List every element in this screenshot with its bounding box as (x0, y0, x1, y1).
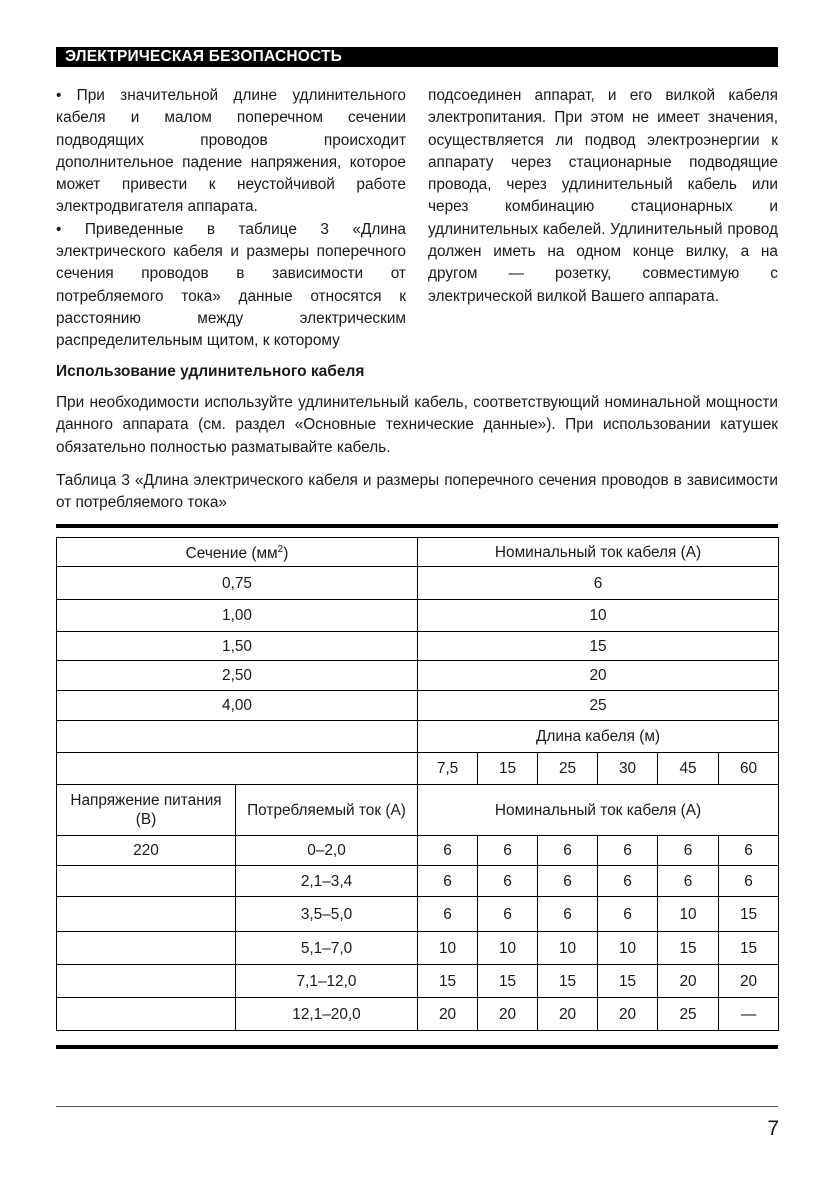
table-top-rule (56, 524, 778, 528)
table-row: 7,1–12,0 15 15 15 15 20 20 (57, 965, 779, 998)
table-row (57, 691, 779, 721)
table-row (57, 661, 779, 691)
table-caption: Таблица 3 «Длина электрического кабеля и размеры поперечного сечения проводов в зависимости от потребляемого тока» (56, 472, 778, 512)
current-range: 3,5–5,0 (236, 897, 418, 932)
paragraph-voltage-drop: • При значительной длине удлинительного кабеля и малом поперечном сечении подводящих проводов происходит дополнительное падение напряжения, которое может привести к неустойчивой работе электродвигателя аппарата. (56, 87, 406, 216)
column-header-row (57, 785, 779, 836)
table-row: 220 0–2,0 6 6 6 6 6 6 (57, 836, 779, 866)
usage-paragraph: При необходимости используйте удлинительный кабель, соответствующий номинальной мощности данного аппарата (см. раздел «Основные технические данные»). При использовании катушек обязательно полностью разматывайте кабель. (56, 394, 778, 456)
section-header: ЭЛЕКТРИЧЕСКАЯ БЕЗОПАСНОСТЬ (56, 47, 778, 67)
right-column (428, 85, 778, 308)
current-range: 0–2,0 (236, 836, 418, 866)
section-value: 2,50 (57, 661, 418, 691)
length-value: 30 (598, 753, 658, 785)
current-value: 20 (418, 661, 779, 691)
length-value: 15 (478, 753, 538, 785)
section-value: 0,75 (57, 567, 418, 600)
section-value: 1,50 (57, 632, 418, 661)
current-range: 7,1–12,0 (236, 965, 418, 998)
table-row (57, 600, 779, 632)
voltage-value: 220 (57, 836, 236, 866)
table-row: 12,1–20,0 20 20 20 20 25 — (57, 998, 779, 1031)
table-bottom-rule (56, 1045, 778, 1049)
section-header-cell: Сечение $(мм^2)$ (57, 538, 418, 567)
rated-current-header-cell-2: Номинальный ток кабеля (А) (418, 785, 779, 836)
table-header-row (57, 538, 779, 567)
rated-current-header-cell: Номинальный ток кабеля (А) (418, 538, 779, 567)
length-value: 25 (538, 753, 598, 785)
current-range: 2,1–3,4 (236, 866, 418, 897)
current-value: 15 (418, 632, 779, 661)
length-header-cell: Длина кабеля (м) (418, 721, 779, 753)
table-row: 5,1–7,0 10 10 10 10 15 15 (57, 932, 779, 965)
length-header-row (57, 721, 779, 753)
length-value: 60 (719, 753, 779, 785)
section-value: 4,00 (57, 691, 418, 721)
left-column (56, 85, 406, 353)
length-value: 45 (658, 753, 719, 785)
current-value: 6 (418, 567, 779, 600)
subsection-title: Использование удлинительного кабеля (56, 363, 365, 380)
consumed-current-header-cell: Потребляемый ток (А) (236, 785, 418, 836)
section-value: 1,00 (57, 600, 418, 632)
table-row: 3,5–5,0 6 6 6 6 10 15 (57, 897, 779, 932)
page-number: 7 (767, 1117, 779, 1140)
paragraph-table-reference: • Приведенные в таблице 3 «Длина электрического кабеля и размеры поперечного сечения проводов в зависимости от потребляемого тока» данные относятся к расстоянию между электрическим распределительным щитом, к которому (56, 220, 406, 350)
table-row (57, 567, 779, 600)
paragraph-connection: подсоединен аппарат, и его вилкой кабеля электропитания. При этом не имеет значения, осуществляется ли подвод электроэнергии к аппарату через стационарные подводящие провода, через удлинительный кабель или через комбинацию стационарных и удлинительных кабелей. Удлинительный провод должен иметь на одном конце вилку, а на другом — розетку, совместимую с электрической вилкой Вашего аппарата. (428, 87, 778, 305)
current-range: 5,1–7,0 (236, 932, 418, 965)
length-value: 7,5 (418, 753, 478, 785)
cable-table (56, 537, 779, 1031)
table-row: 2,1–3,4 6 6 6 6 6 6 (57, 866, 779, 897)
table-row (57, 632, 779, 661)
voltage-header-cell: Напряжение питания (В) (57, 785, 236, 836)
current-range: 12,1–20,0 (236, 998, 418, 1031)
length-values-row (57, 753, 779, 785)
current-value: 10 (418, 600, 779, 632)
footer-divider (56, 1106, 778, 1107)
current-value: 25 (418, 691, 779, 721)
